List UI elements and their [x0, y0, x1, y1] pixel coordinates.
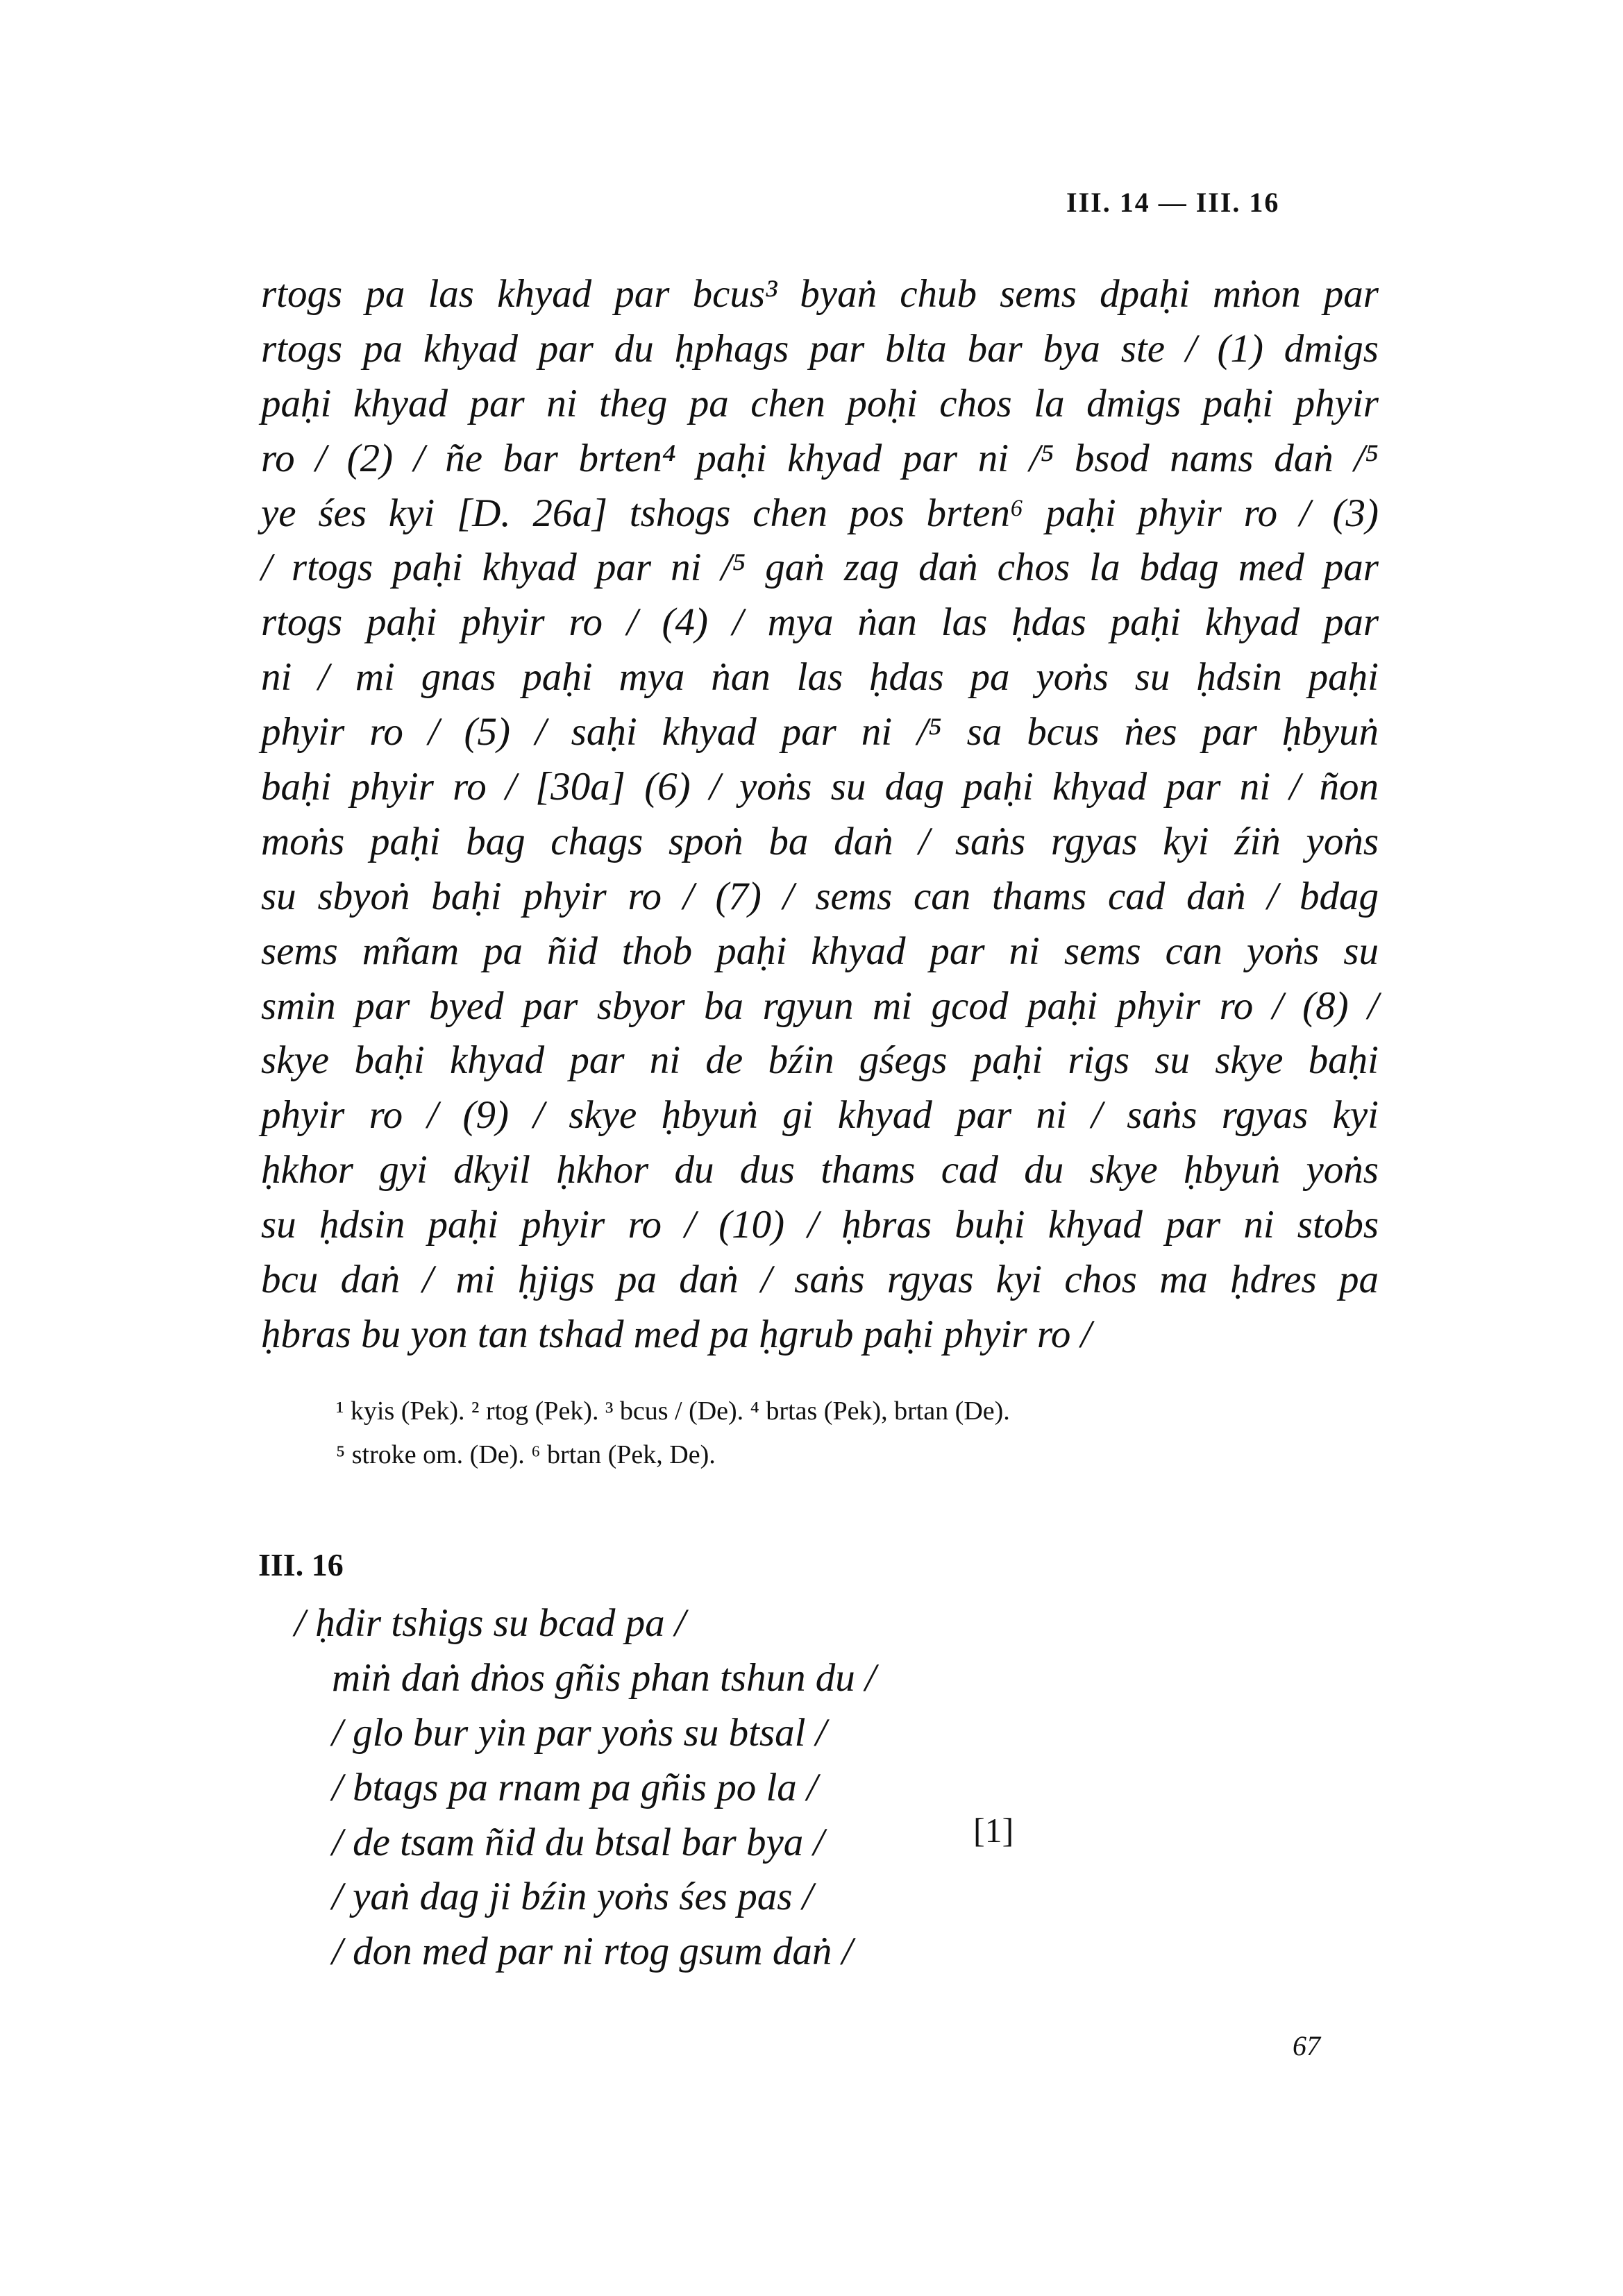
body-line: ḥkhor gyi dkyil ḥkhor du dus thams cad du skye ḥbyuṅ yoṅs [261, 1148, 1379, 1192]
body-line: rtogs pa khyad par du ḥphags par blta bar bya ste / (1) dmigs [261, 326, 1379, 371]
verse-line: / de tsam ñid du btsal bar bya / [332, 1820, 825, 1864]
body-line: su sbyoṅ baḥi phyir ro / (7) / sems can thams cad daṅ / bdag [261, 874, 1379, 918]
footnotes [336, 1390, 1349, 1477]
verse-line: / btags pa rnam pa gñis po la / [332, 1765, 818, 1809]
body-line: phyir ro / (9) / skye ḥbyuṅ gi khyad par ni / saṅs rgyas kyi [261, 1093, 1379, 1138]
body-line: sems mñam pa ñid thob paḥi khyad par ni sems can yoṅs su [261, 929, 1379, 973]
body-line: rtogs pa las khyad par bcus³ byaṅ chub sems dpaḥi mṅon par [261, 272, 1379, 316]
verse-line: / yaṅ dag ji bźin yoṅs śes pas / [332, 1875, 814, 1919]
body-line: ni / mi gnas paḥi mya ṅan las ḥdas pa yoṅs su ḥdsin paḥi [261, 655, 1379, 700]
body-line: ḥbras bu yon tan tshad med pa ḥgrub paḥi phyir ro / [261, 1312, 1092, 1356]
body-line: rtogs paḥi phyir ro / (4) / mya ṅan las ḥdas paḥi khyad par [261, 600, 1379, 645]
body-line: / rtogs paḥi khyad par ni /⁵ gaṅ zag daṅ chos la bdag med par [261, 546, 1379, 590]
body-line: ye śes kyi [D. 26a] tshogs chen pos brten⁶ paḥi phyir ro / (3) [261, 491, 1379, 535]
body-line: smin par byed par sbyor ba rgyun mi gcod paḥi phyir ro / (8) / [261, 984, 1379, 1028]
verse-line: / glo bur yin par yoṅs su btsal / [332, 1710, 827, 1755]
verse-line: / don med par ni rtog gsum daṅ / [332, 1930, 853, 1974]
body-line: su ḥdsin paḥi phyir ro / (10) / ḥbras buḥi khyad par ni stobs [261, 1203, 1379, 1247]
body-line: baḥi phyir ro / [30a] (6) / yoṅs su dag paḥi khyad par ni / ñon [261, 765, 1379, 809]
footnote-line: ⁵ stroke om. (De). ⁶ brtan (Pek, De). [336, 1440, 716, 1469]
body-line: skye baḥi khyad par ni de bźin gśegs paḥi rigs su skye baḥi [261, 1038, 1379, 1083]
verse-block [294, 1596, 1127, 1980]
body-line: paḥi khyad par ni theg pa chen poḥi chos la dmigs paḥi phyir [261, 381, 1379, 425]
page-number: 67 [1293, 2030, 1320, 2061]
body-line: moṅs paḥi bag chags spoṅ ba daṅ / saṅs rgyas kyi źiṅ yoṅs [261, 819, 1379, 863]
body-line: bcu daṅ / mi ḥjigs pa daṅ / saṅs rgyas kyi chos ma ḥdres pa [261, 1258, 1379, 1302]
body-line: phyir ro / (5) / saḥi khyad par ni /⁵ sa bcus ṅes par ḥbyuṅ [261, 710, 1379, 754]
verse-number-marker: [1] [973, 1811, 1014, 1850]
body-line: ro / (2) / ñe bar brten⁴ paḥi khyad par ni /⁵ bsod nams daṅ /⁵ [261, 436, 1379, 480]
footnote-line: ¹ kyis (Pek). ² rtog (Pek). ³ bcus / (De). ⁴ brtas (Pek), brtan (De). [336, 1396, 1010, 1426]
body-text [261, 267, 1379, 1362]
verse-line: / ḥdir tshigs su bcad pa / [294, 1601, 686, 1645]
verse-line: miṅ daṅ dṅos gñis phan tshun du / [332, 1655, 876, 1700]
section-heading: III. 16 [258, 1547, 344, 1582]
running-head: III. 14 — III. 16 [1066, 187, 1280, 218]
